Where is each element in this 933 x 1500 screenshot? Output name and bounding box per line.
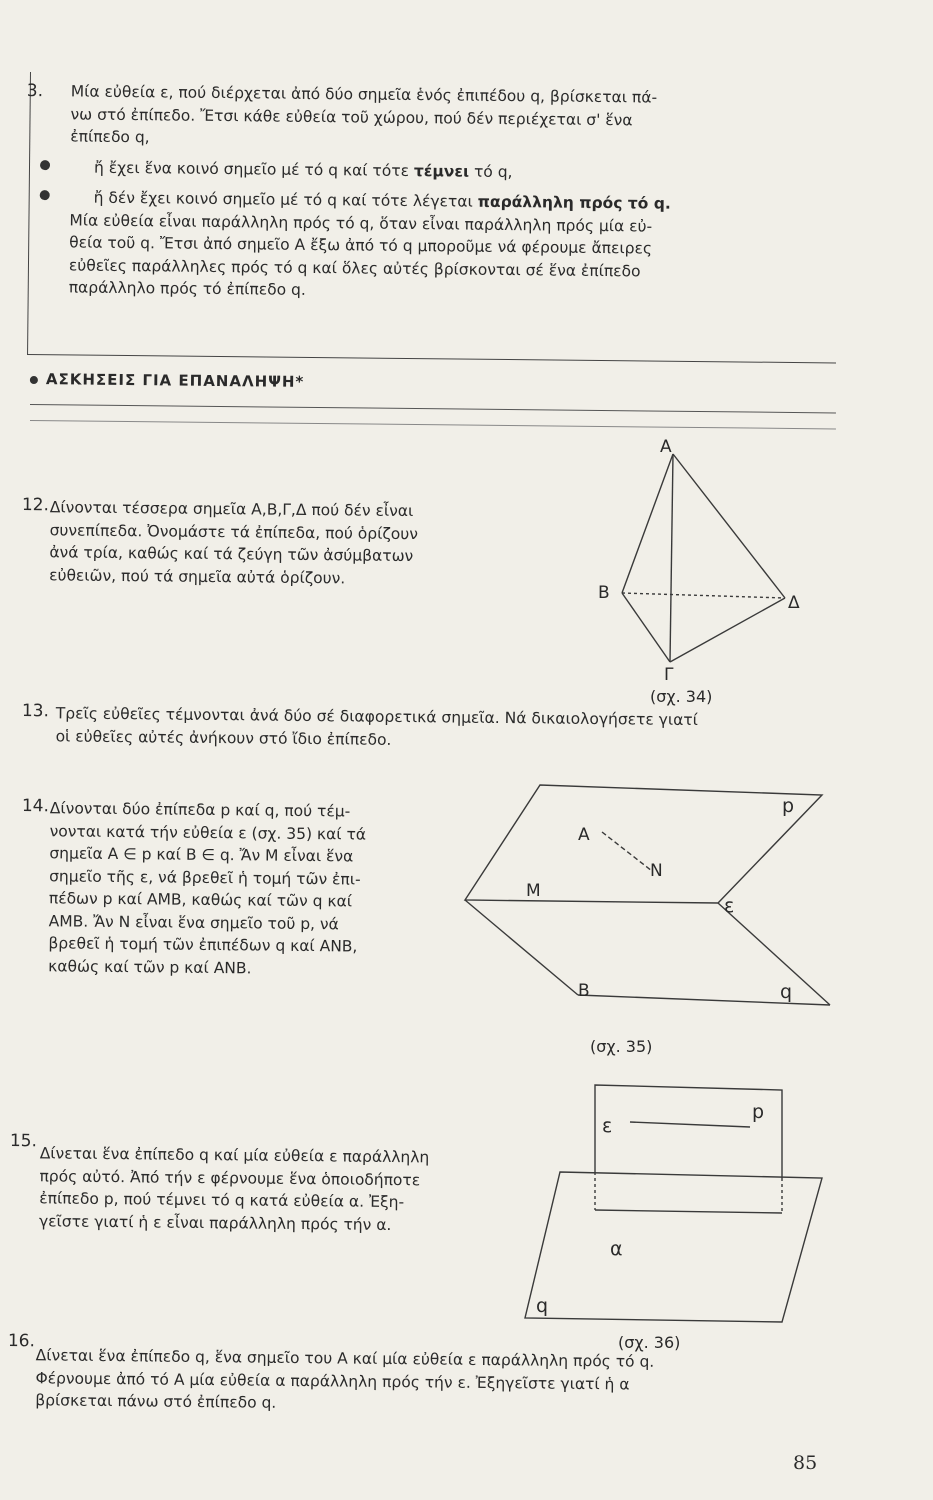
label-a: A bbox=[578, 825, 590, 845]
exercise-number: 15. bbox=[9, 1131, 38, 1152]
label-b: B bbox=[598, 583, 610, 603]
figure-caption: (σχ. 34) bbox=[650, 687, 713, 706]
item3-rest-line: παράλληλο πρός τό ἐπίπεδο q. bbox=[68, 278, 306, 299]
exercise-15 bbox=[9, 1130, 510, 1234]
label-e: ε bbox=[602, 1115, 613, 1137]
label-g: Γ bbox=[664, 665, 674, 685]
label-e: ε bbox=[724, 895, 735, 917]
label-q: q bbox=[536, 1295, 549, 1317]
item3-line: νω στό ἐπίπεδο. Ἔτσι κάθε εὐθεία τοῦ χώρου, πού δέν περιέχεται σ' ἕνα bbox=[70, 104, 633, 129]
figure-35 bbox=[460, 770, 840, 1070]
exercise-line: σημεῖα A ∈ p καί B ∈ q. Ἄν M εἶναι ἕνα bbox=[49, 844, 354, 866]
label-q: q bbox=[780, 981, 793, 1003]
exercise-line: καθώς καί τῶν p καί ANB. bbox=[48, 956, 252, 977]
divider bbox=[30, 404, 836, 413]
exercise-line: γεῖστε γιατί ἡ ε εἶναι παράλληλη πρός τήν α. bbox=[38, 1211, 392, 1234]
divider bbox=[30, 420, 836, 429]
line-alpha bbox=[595, 1210, 782, 1213]
label-p: p bbox=[782, 795, 795, 817]
exercise-line: εὐθειῶν, πού τά σημεῖα αὐτά ὁρίζουν. bbox=[49, 565, 346, 587]
exercise-line: συνεπίπεδα. Ὀνομάστε τά ἐπίπεδα, πού ὁρίζουν bbox=[49, 520, 419, 543]
figure-34 bbox=[580, 430, 820, 720]
line-e bbox=[630, 1122, 750, 1127]
section-heading-text: ΑΣΚΗΣΕΙΣ ΓΙΑ ΕΠΑΝΑΛΗΨΗ* bbox=[45, 370, 305, 391]
bullet-icon bbox=[40, 190, 50, 200]
plane-q-left bbox=[465, 900, 578, 995]
exercise-line: Δίνονται δύο ἐπίπεδα p καί q, πού τέμ- bbox=[49, 799, 351, 821]
item3-rest-line: θεία τοῦ q. Ἔτσι ἀπό σημεῖο A ἔξω ἀπό τό q μποροῦμε νά φέρουμε ἄπειρες bbox=[69, 233, 653, 258]
exercise-line: Φέρνουμε ἀπό τό A μία εὐθεία α παράλληλη πρός τήν ε. Ἐξηγεῖστε γιατί ἡ α bbox=[35, 1368, 630, 1394]
exercise-line: ἐπίπεδο p, πού τέμνει τό q κατά εὐθεία α. Ἐξη- bbox=[39, 1189, 405, 1212]
figure-caption: (σχ. 35) bbox=[590, 1037, 653, 1056]
exercise-line: νονται κατά τήν εὐθεία ε (σχ. 35) καί τά bbox=[49, 821, 367, 844]
bullet-icon bbox=[40, 160, 50, 170]
exercise-line: πέδων p καί AMB, καθώς καί τῶν q καί bbox=[48, 889, 353, 911]
plane-q bbox=[525, 1172, 822, 1322]
edge-bg bbox=[622, 593, 670, 662]
bullet-text: ἤ ἔχει ἕνα κοινό σημεῖο μέ τό q καί τότε bbox=[93, 158, 410, 180]
exercise-number: 13. bbox=[21, 700, 50, 722]
exercise-12 bbox=[21, 494, 562, 587]
exercise-line: πρός αὐτό. Ἀπό τήν ε φέρνουμε ἕνα ὁποιοδήποτε bbox=[39, 1166, 421, 1189]
item3-rest-line: Μία εὐθεία εἶναι παράλληλη πρός τό q, ὅταν εἶναι παράλληλη πρός μία εὐ- bbox=[69, 210, 653, 236]
edge-ab bbox=[622, 454, 673, 593]
plane-q-right bbox=[718, 903, 830, 1005]
item3-rest-line: εὐθεῖες παράλληλες πρός τό q καί ὅλες αὐτές βρίσκονται σέ ἕνα ἐπίπεδο bbox=[68, 255, 641, 280]
item3-line: Μία εὐθεία ε, πού διέρχεται ἀπό δύο σημεῖα ἑνός ἐπιπέδου q, βρίσκεται πά- bbox=[70, 82, 658, 107]
exercise-number: 16. bbox=[7, 1331, 36, 1352]
figure-36 bbox=[520, 1080, 850, 1360]
label-b: B bbox=[578, 981, 590, 1001]
summary-box bbox=[27, 72, 839, 363]
item-number: 3. bbox=[26, 80, 44, 102]
exercise-line: οἱ εὐθεῖες αὐτές ἀνήκουν στό ἴδιο ἐπίπεδο. bbox=[55, 726, 392, 749]
label-a: A bbox=[660, 437, 672, 457]
exercise-line: Δίνονται τέσσερα σημεῖα A,B,Γ,Δ πού δέν εἶναι bbox=[49, 498, 414, 521]
edge-ag bbox=[670, 454, 673, 662]
exercise-number: 14. bbox=[21, 795, 50, 817]
label-p: p bbox=[752, 1101, 765, 1123]
exercise-line: Τρεῖς εὐθεῖες τέμνονται ἀνά δύο σέ διαφορετικά σημεῖα. Νά δικαιολογήσετε γιατί bbox=[55, 704, 699, 730]
figure-caption: (σχ. 36) bbox=[618, 1333, 681, 1352]
plane-p bbox=[465, 785, 822, 903]
label-n: N bbox=[650, 861, 663, 881]
bullet-cut bbox=[70, 156, 830, 186]
edge-dg bbox=[670, 598, 785, 662]
plane-q-bottom bbox=[578, 995, 830, 1005]
bullet-keyword: παράλληλη πρός τό q. bbox=[477, 192, 671, 213]
exercise-number: 12. bbox=[21, 494, 50, 516]
segment-an bbox=[602, 832, 652, 871]
bullet-icon bbox=[30, 375, 38, 383]
bullet-text: ἤ δέν ἔχει κοινό σημεῖο μέ τό q καί τότε λέγεται bbox=[93, 188, 473, 211]
label-alpha: α bbox=[610, 1238, 623, 1260]
exercise-line: Δίνεται ἕνα ἐπίπεδο q καί μία εὐθεία ε παράλληλη bbox=[39, 1144, 430, 1167]
bullet-keyword: τέμνει bbox=[413, 161, 470, 181]
exercise-line: βρίσκεται πάνω στό ἐπίπεδο q. bbox=[35, 1391, 277, 1412]
bullet-text-end: τό q, bbox=[473, 162, 513, 181]
exercise-line: σημεῖο τῆς ε, νά βρεθεῖ ἡ τομή τῶν ἐπι- bbox=[49, 866, 361, 889]
exercise-line: βρεθεῖ ἡ τομή τῶν ἐπιπέδων q καί ANB, bbox=[48, 934, 358, 956]
edge-ad bbox=[673, 454, 785, 598]
label-d: Δ bbox=[788, 593, 800, 613]
exercise-line: ἀνά τρία, καθώς καί τά ζεύγη τῶν ἀσύμβατων bbox=[49, 543, 414, 566]
section-heading bbox=[30, 370, 305, 391]
label-m: M bbox=[526, 881, 541, 901]
exercise-line: Δίνεται ἕνα ἐπίπεδο q, ἕνα σημεῖο του A καί μία εὐθεία ε παράλληλη πρός τό q. bbox=[35, 1346, 655, 1371]
summary-content bbox=[26, 80, 831, 306]
item3-line: ἐπίπεδο q, bbox=[70, 127, 150, 147]
plane-p-upper bbox=[595, 1085, 782, 1178]
edge-bd-hidden bbox=[622, 593, 785, 598]
exercise-line: AMB. Ἄν N εἶναι ἕνα σημεῖο τοῦ p, νά bbox=[48, 911, 339, 933]
page-number: 85 bbox=[793, 1452, 818, 1474]
exercise-14 bbox=[21, 795, 462, 977]
